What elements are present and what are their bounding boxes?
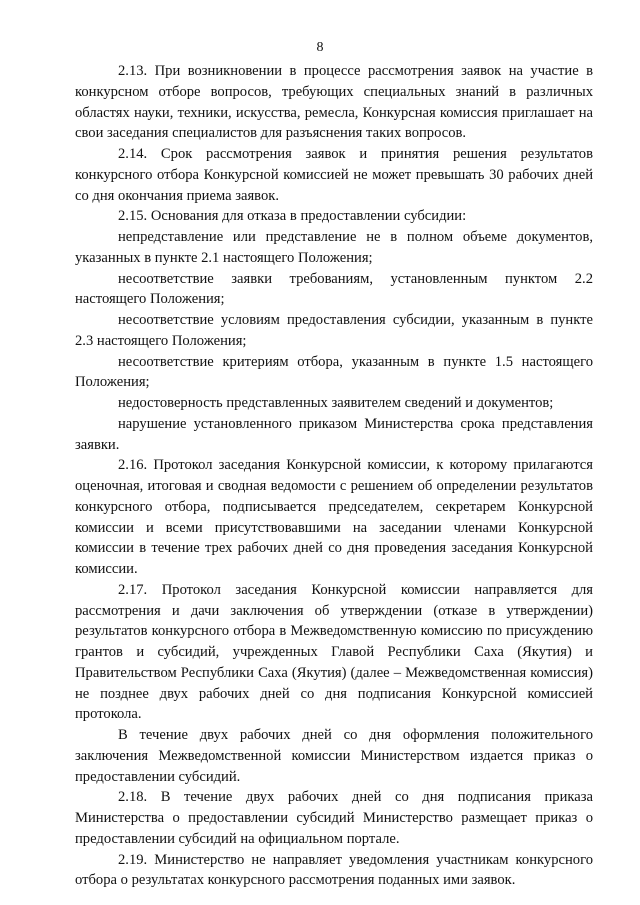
paragraph-2-16: 2.16. Протокол заседания Конкурсной комиссии, к которому прилагаются оценочная, итоговая и сводная ведомости с решением об определении результатов конкурсного отбора, подписывается председателем, секретарем Конкурсной комиссии и всеми присутствовавшими на заседании членами Конкурсной комиссии в течение трех рабочих дней со дня проведения заседания Конкурсной комиссии.	[75, 457, 593, 577]
paragraph-2-13: 2.13. При возникновении в процессе рассмотрения заявок на участие в конкурсном отборе вопросов, требующих специальных знаний в различных областях науки, техники, искусства, ремесла, Конкурсная комиссия приглашает на свои заседания специалистов для разъяснения таких вопросов.	[75, 63, 593, 142]
paragraph-2-19: 2.19. Министерство не направляет уведомления участникам конкурсного отбора о результатах конкурсного рассмотрения поданных ими заявок.	[75, 851, 593, 889]
paragraph-2-18: 2.18. В течение двух рабочих дней со дня подписания приказа Министерства о предоставлении субсидий Министерство размещает приказ о предоставлении субсидий на официальном портале.	[75, 789, 593, 847]
refusal-ground-criteria: несоответствие критериям отбора, указанным в пункте 1.5 настоящего Положения;	[75, 353, 593, 391]
paragraph-2-15: 2.15. Основания для отказа в предоставлении субсидии:	[118, 208, 467, 225]
page-number: 8	[316, 40, 324, 55]
document-body	[75, 61, 593, 891]
refusal-ground-incomplete-documents: непредставление или представление не в полном объеме документов, указанных в пункте 2.1 настоящего Положения;	[75, 229, 593, 266]
paragraph-2-17-order: В течение двух рабочих дней со дня оформления положительного заключения Межведомственной комиссии Министерством издается приказ о предоставлении субсидий.	[75, 727, 593, 785]
paragraph-2-17: 2.17. Протокол заседания Конкурсной комиссии направляется для рассмотрения и дачи заключения об утверждении (отказе в утверждении) результатов конкурсного отбора в Межведомственную комиссию по присуждению грантов и субсидий, учрежденных Главой Республики Саха (Якутия) и Правительством Республики Саха (Якутия) (далее – Межведомственная комиссия) не позднее двух рабочих дней со дня подписания Конкурсной комиссией протокола.	[75, 581, 593, 723]
refusal-ground-unreliable-data: недостоверность представленных заявителем сведений и документов;	[118, 395, 554, 411]
refusal-ground-conditions: несоответствие условиям предоставления субсидии, указанным в пункте 2.3 настоящего Положения;	[75, 312, 593, 349]
paragraph-2-14: 2.14. Срок рассмотрения заявок и принятия решения результатов конкурсного отбора Конкурсной комиссией не может превышать 30 рабочих дней со дня окончания приема заявок.	[75, 146, 593, 204]
refusal-ground-application-requirements: несоответствие заявки требованиям, установленным пунктом 2.2 настоящего Положения;	[75, 270, 593, 308]
refusal-ground-deadline: нарушение установленного приказом Министерства срока представления заявки.	[75, 415, 593, 453]
